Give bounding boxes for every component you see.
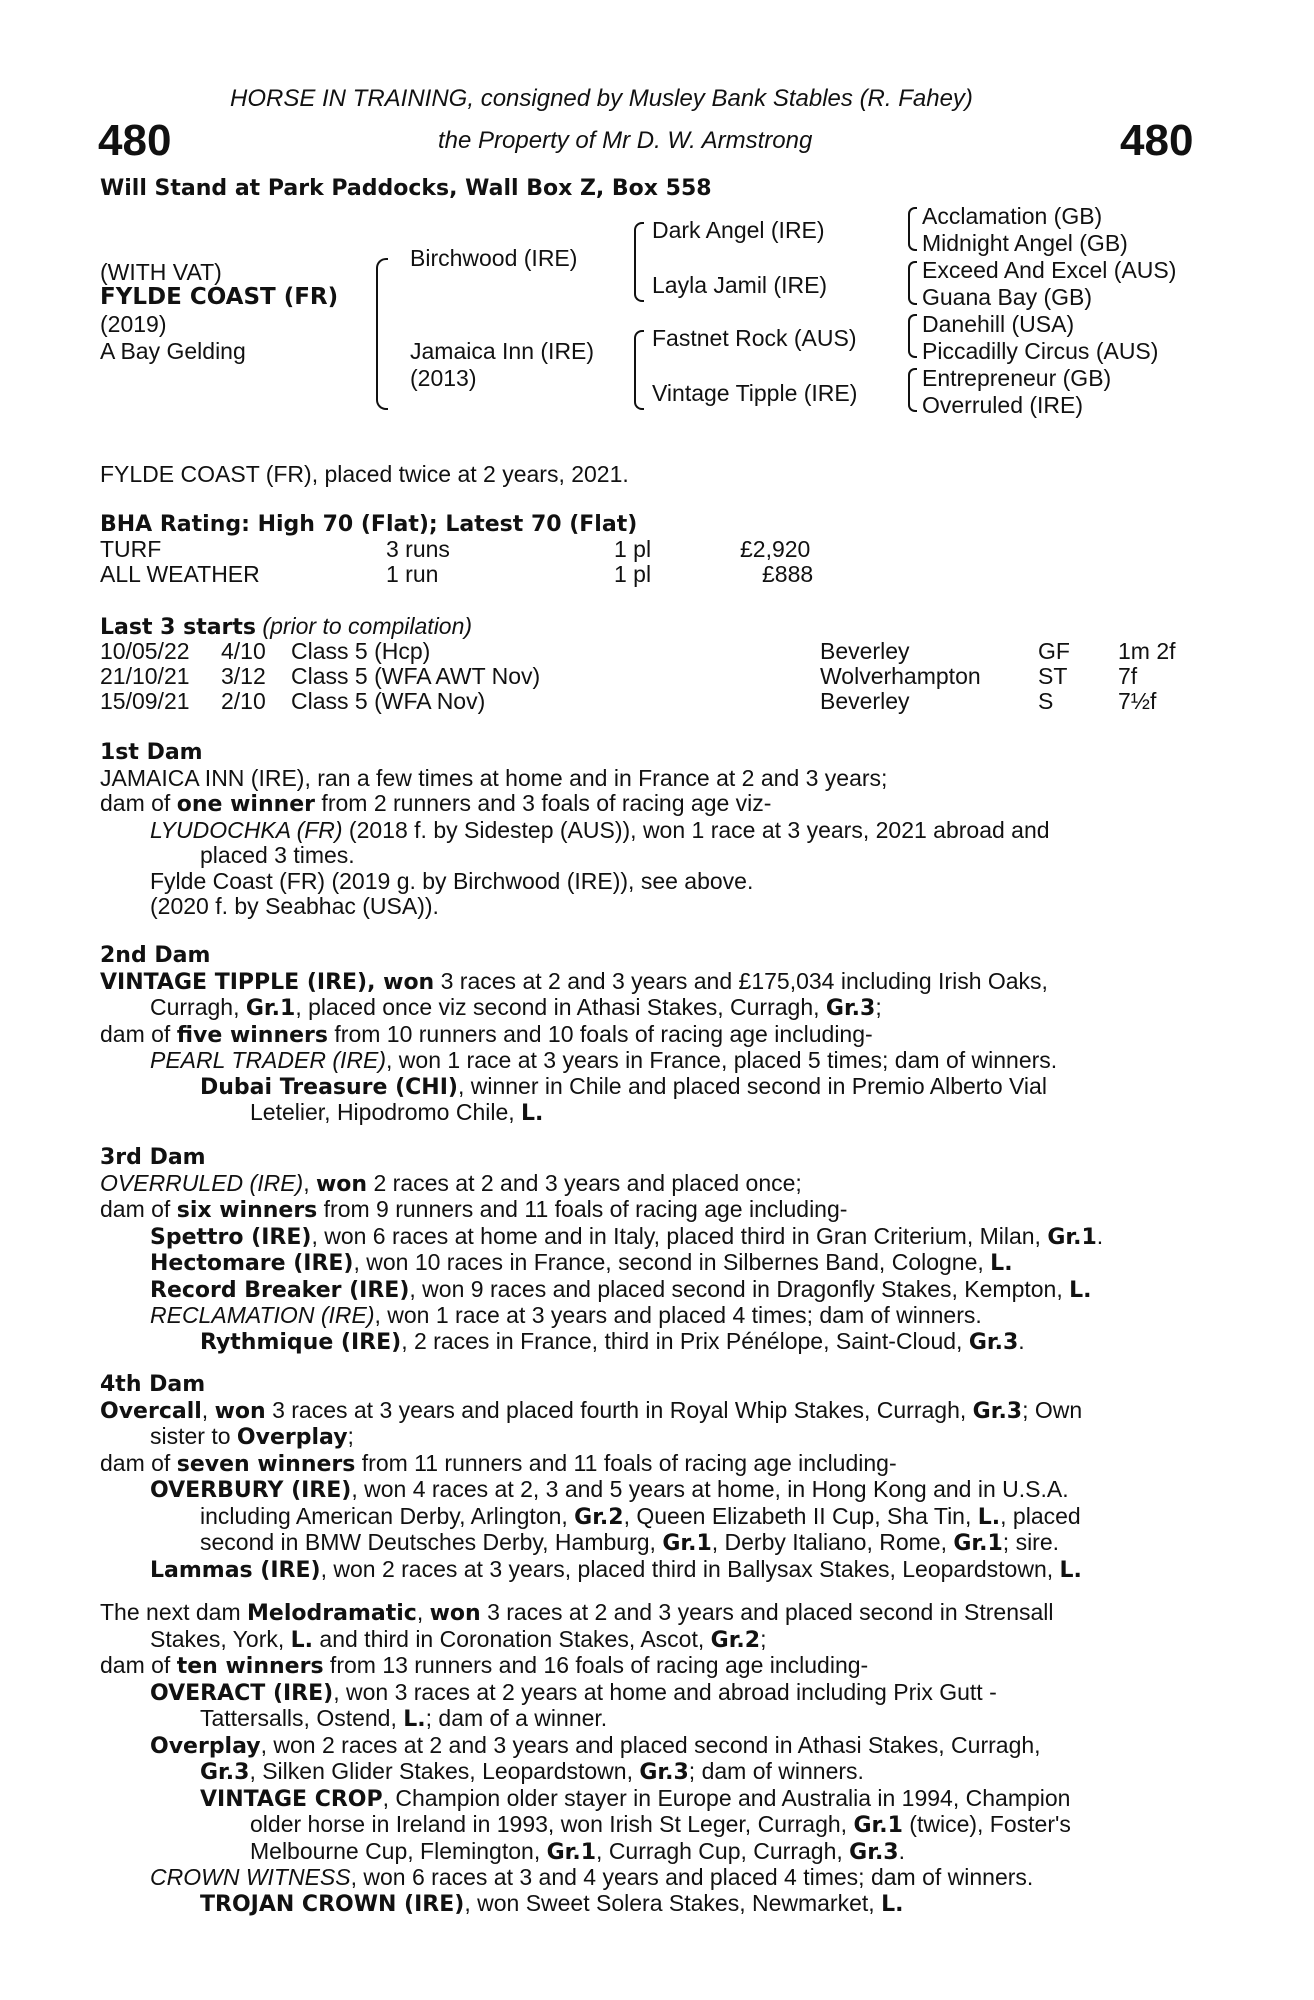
- start-date: 15/09/21: [100, 688, 190, 714]
- stand-location: Will Stand at Park Paddocks, Wall Box Z, Box 558: [100, 176, 712, 201]
- dam-year: (2013): [410, 365, 477, 391]
- text: 3 races at 2 and 3 years and £175,034 including Irish Oaks,: [434, 967, 1048, 994]
- text: ;: [347, 1423, 354, 1449]
- start-race: Class 5 (Hcp): [291, 638, 431, 664]
- third-dam-line: [100, 1171, 1202, 1198]
- last-starts-title: Last 3 starts: [100, 615, 257, 640]
- second-dam-line: [100, 969, 1202, 996]
- text: Tattersalls, Ostend,: [200, 1705, 404, 1731]
- first-dam-section: [100, 740, 1202, 920]
- horse-name: FYLDE COAST (FR): [100, 284, 339, 310]
- text: ; Own: [1022, 1396, 1083, 1423]
- progeny-name: LYUDOCHKA (FR): [150, 816, 343, 843]
- horse-summary: FYLDE COAST (FR), placed twice at 2 years, 2021.: [100, 461, 629, 487]
- grade: L.: [403, 1707, 426, 1732]
- text: , Silken Glider Stakes, Leopardstown,: [249, 1758, 640, 1784]
- progeny-line: [100, 1303, 1202, 1329]
- winners-count: five winners: [176, 1022, 329, 1048]
- start-course: Wolverhampton: [820, 663, 981, 689]
- text: dam of: [100, 1652, 177, 1678]
- text: from 10 runners and 10 foals of racing age including-: [328, 1020, 873, 1047]
- second-dam-title: 2nd Dam: [100, 943, 211, 968]
- text: , won 2 races at 2 and 3 years and placed second in Athasi Stakes, Curragh,: [260, 1731, 1041, 1758]
- lot-number-left: 480: [98, 116, 172, 165]
- placed: 1 pl: [614, 536, 652, 562]
- start-pos: 3/12: [221, 663, 266, 689]
- grade: Gr.3: [639, 1760, 689, 1785]
- bha-rating-title: BHA Rating: High 70 (Flat); Latest 70 (Flat): [100, 512, 638, 537]
- progeny-line: Fylde Coast (FR) (2019 g. by Birchwood (IRE)), see above.: [150, 867, 754, 894]
- winners-count: one winner: [176, 792, 316, 817]
- last-starts-note: (prior to compilation): [262, 613, 473, 639]
- g-brace-3: [908, 314, 917, 358]
- surface: TURF: [100, 536, 162, 562]
- text: ,: [303, 1169, 316, 1196]
- start-distance: 7f: [1118, 663, 1138, 689]
- text: won: [429, 1601, 481, 1626]
- winners-count: six winners: [176, 1198, 318, 1223]
- dam-name: VINTAGE TIPPLE (IRE), won: [100, 969, 435, 995]
- progeny-line: [100, 1706, 1202, 1733]
- progeny-line: [100, 1048, 1202, 1074]
- text: ; dam of winners.: [688, 1758, 864, 1784]
- start-pos: 4/10: [221, 638, 266, 664]
- progeny-line: [100, 1504, 1202, 1531]
- placed: 1 pl: [614, 561, 652, 587]
- text: won: [214, 1398, 266, 1424]
- text: (twice), Foster's: [902, 1811, 1071, 1837]
- text: .: [898, 1837, 905, 1864]
- grade: L.: [881, 1891, 904, 1917]
- grade: L.: [290, 1627, 314, 1653]
- horse-year: (2019): [100, 311, 167, 337]
- text: dam of: [100, 790, 177, 816]
- grade: Gr.3: [968, 1329, 1019, 1355]
- text: second in BMW Deutsches Derby, Hamburg,: [200, 1529, 663, 1555]
- progeny-line: [100, 1786, 1202, 1813]
- progeny-name: CROWN WITNESS: [150, 1864, 351, 1890]
- start-distance: 1m 2f: [1118, 638, 1176, 664]
- ancestor-3: Exceed And Excel (AUS): [922, 257, 1177, 283]
- text: , won 10 races in France, second in Silbernes Band, Cologne,: [353, 1249, 991, 1275]
- fourth-dam-line: [100, 1398, 1202, 1425]
- dam-sire: Fastnet Rock (AUS): [652, 325, 857, 351]
- dam-name: OVERRULED (IRE): [100, 1169, 304, 1196]
- sibling-name: Overplay: [236, 1425, 348, 1450]
- text: ; sire.: [1002, 1529, 1060, 1555]
- second-dam-line: [100, 1022, 1202, 1049]
- progeny-name: PEARL TRADER (IRE): [150, 1047, 387, 1073]
- text: Curragh,: [150, 994, 246, 1020]
- progeny-line: (2020 f. by Seabhac (USA)).: [150, 893, 439, 919]
- progeny-line: [100, 818, 1202, 844]
- text: , placed: [1000, 1502, 1081, 1529]
- text: ,: [416, 1599, 430, 1625]
- ancestor-1: Acclamation (GB): [922, 203, 1103, 229]
- start-date: 21/10/21: [100, 663, 190, 689]
- dam-name: Melodramatic: [247, 1601, 417, 1626]
- text: sister to: [150, 1423, 237, 1449]
- grade: L.: [990, 1251, 1013, 1276]
- progeny-line: [100, 1865, 1202, 1891]
- text: dam of: [100, 1020, 177, 1047]
- text: dam of: [100, 1449, 177, 1476]
- start-race: Class 5 (WFA Nov): [291, 688, 486, 714]
- progeny-name: VINTAGE CROP: [200, 1786, 383, 1812]
- vat-note: (WITH VAT): [100, 259, 222, 285]
- grade: Gr.3: [849, 1839, 899, 1865]
- progeny-name: OVERACT (IRE): [150, 1680, 334, 1706]
- winners-count: seven winners: [176, 1451, 356, 1477]
- grade: L.: [1069, 1277, 1092, 1303]
- fourth-dam-section: [100, 1372, 1202, 1583]
- runs: 3 runs: [386, 536, 450, 562]
- text: , won Sweet Solera Stakes, Newmarket,: [464, 1889, 882, 1916]
- progeny-name: RECLAMATION (IRE): [150, 1302, 375, 1328]
- progeny-name: Rythmique (IRE): [200, 1329, 402, 1355]
- progeny-line: [100, 1100, 1202, 1127]
- ancestor-4: Guana Bay (GB): [922, 284, 1093, 310]
- start-going: S: [1038, 688, 1054, 714]
- text: 2 races at 2 and 3 years and placed once;: [367, 1169, 802, 1196]
- text: including American Derby, Arlington,: [200, 1502, 575, 1529]
- start-distance: 7½f: [1118, 688, 1157, 714]
- progeny-name: Hectomare (IRE): [150, 1251, 354, 1276]
- sire-brace: [634, 222, 644, 302]
- progeny-line: [100, 1759, 1202, 1786]
- g-brace-2: [908, 261, 917, 305]
- fourth-dam-line: [100, 1451, 1202, 1478]
- text: , won 9 races and placed second in Dragonfly Stakes, Kempton,: [409, 1275, 1070, 1302]
- text: , placed once viz second in Athasi Stakes, Curragh,: [295, 994, 826, 1020]
- dam: Jamaica Inn (IRE): [410, 338, 595, 364]
- g-brace-1: [908, 207, 917, 251]
- start-pos: 2/10: [221, 688, 266, 714]
- text: 3 races at 3 years and placed fourth in Royal Whip Stakes, Curragh,: [265, 1396, 973, 1423]
- grade: Gr.3: [825, 996, 876, 1021]
- dam-dam: Vintage Tipple (IRE): [652, 380, 858, 406]
- progeny-line: [100, 1680, 1202, 1707]
- prize: £2,920: [740, 536, 811, 562]
- next-dam-line: [100, 1653, 1202, 1680]
- sire: Birchwood (IRE): [410, 245, 578, 271]
- dam-brace: [634, 330, 644, 410]
- text: from 11 runners and 11 foals of racing age including-: [355, 1449, 897, 1476]
- grade: Gr.1: [245, 996, 296, 1021]
- grade: Gr.1: [662, 1531, 712, 1556]
- text: .: [1018, 1327, 1025, 1354]
- progeny-name: Record Breaker (IRE): [150, 1277, 410, 1303]
- text: ;: [760, 1625, 767, 1652]
- progeny-line: [100, 1557, 1202, 1584]
- grade: L.: [1059, 1557, 1082, 1583]
- g-brace-4: [908, 368, 917, 412]
- surface: ALL WEATHER: [100, 561, 260, 587]
- progeny-name: Overplay: [150, 1733, 261, 1759]
- next-dam-line: [100, 1627, 1202, 1654]
- grade: Gr.1: [546, 1839, 597, 1865]
- ancestor-6: Piccadilly Circus (AUS): [922, 338, 1159, 364]
- progeny-line: [100, 1530, 1202, 1557]
- grade: Gr.3: [200, 1760, 250, 1785]
- text: The next dam: [100, 1599, 248, 1625]
- start-course: Beverley: [820, 638, 910, 664]
- text: 3 races at 2 and 3 years and placed second in Strensall: [480, 1599, 1054, 1625]
- pedigree-brace: [376, 258, 388, 410]
- text: , won 2 races at 3 years, placed third in Ballysax Stakes, Leopardstown,: [320, 1555, 1060, 1582]
- text: , Derby Italiano, Rome,: [711, 1529, 954, 1555]
- progeny-name: Lammas (IRE): [150, 1557, 321, 1583]
- fourth-dam-line: [100, 1424, 1202, 1451]
- text: , 2 races in France, third in Prix Pénélope, Saint-Cloud,: [401, 1327, 969, 1354]
- progeny-name: Spettro (IRE): [150, 1224, 312, 1250]
- consignor-line: HORSE IN TRAINING, consigned by Musley Bank Stables (R. Fahey): [230, 85, 973, 112]
- lot-number-right: 480: [1120, 116, 1194, 165]
- third-dam-line: [100, 1197, 1202, 1224]
- progeny-line: [100, 1891, 1202, 1918]
- progeny-line: [100, 1250, 1202, 1277]
- progeny-line: [100, 1812, 1202, 1839]
- grade: Gr.1: [853, 1813, 903, 1838]
- progeny-line: [100, 1277, 1202, 1304]
- text: ;: [875, 994, 882, 1020]
- ancestor-5: Danehill (USA): [922, 311, 1075, 337]
- runs: 1 run: [386, 561, 439, 587]
- text: older horse in Ireland in 1993, won Irish St Leger, Curragh,: [250, 1811, 854, 1837]
- first-dam-line: JAMAICA INN (IRE), ran a few times at home and in France at 2 and 3 years;: [100, 764, 888, 791]
- text: from 13 runners and 16 foals of racing age including-: [323, 1652, 869, 1678]
- text: , won 4 races at 2, 3 and 5 years at home, in Hong Kong and in U.S.A.: [351, 1476, 1069, 1502]
- next-dam-line: [100, 1600, 1202, 1627]
- property-line: the Property of Mr D. W. Armstrong: [438, 127, 813, 154]
- text: , winner in Chile and placed second in Premio Alberto Vial: [457, 1072, 1047, 1099]
- text: Letelier, Hipodromo Chile,: [250, 1099, 522, 1125]
- progeny-name: TROJAN CROWN (IRE): [200, 1891, 465, 1917]
- first-dam-title: 1st Dam: [100, 740, 203, 765]
- second-dam-section: [100, 943, 1202, 1127]
- text: Melbourne Cup, Flemington,: [250, 1837, 547, 1864]
- text: and third in Coronation Stakes, Ascot,: [313, 1625, 711, 1652]
- prize: £888: [762, 561, 814, 587]
- text: Stakes, York,: [150, 1625, 291, 1652]
- horse-description: A Bay Gelding: [100, 338, 246, 364]
- grade: L.: [521, 1101, 544, 1126]
- progeny-line: [100, 1477, 1202, 1504]
- text: ,: [201, 1396, 215, 1423]
- grade: Gr.1: [953, 1531, 1003, 1556]
- text: ; dam of a winner.: [425, 1705, 608, 1731]
- fourth-dam-title: 4th Dam: [100, 1372, 206, 1397]
- progeny-name: OVERBURY (IRE): [150, 1478, 352, 1503]
- progeny-line: placed 3 times.: [200, 842, 355, 868]
- grade: L.: [977, 1504, 1001, 1530]
- text: from 9 runners and 11 foals of racing age including-: [317, 1196, 848, 1222]
- next-dam-section: [100, 1600, 1202, 1917]
- progeny-line: [100, 1839, 1202, 1866]
- text: (2018 f. by Sidestep (AUS)), won 1 race at 3 years, 2021 abroad and: [342, 816, 1050, 843]
- text: won: [315, 1171, 368, 1197]
- grade: Gr.2: [710, 1627, 761, 1653]
- last-starts-heading: [100, 614, 472, 641]
- text: , won 1 race at 3 years in France, placed 5 times; dam of winners.: [386, 1047, 1058, 1073]
- start-going: GF: [1038, 638, 1070, 664]
- progeny-line: [100, 1224, 1202, 1251]
- text: , won 6 races at home and in Italy, placed third in Gran Criterium, Milan,: [311, 1222, 1048, 1249]
- ancestor-2: Midnight Angel (GB): [922, 230, 1128, 256]
- grade: Gr.3: [972, 1398, 1023, 1424]
- text: .: [1096, 1222, 1104, 1249]
- first-dam-line: [100, 791, 1202, 818]
- start-race: Class 5 (WFA AWT Nov): [291, 663, 541, 689]
- second-dam-line: [100, 995, 1202, 1022]
- start-course: Beverley: [820, 688, 910, 714]
- winners-count: ten winners: [176, 1654, 324, 1679]
- ancestor-7: Entrepreneur (GB): [922, 365, 1112, 391]
- text: , won 6 races at 3 and 4 years and placed 4 times; dam of winners.: [350, 1864, 1034, 1890]
- progeny-name: Dubai Treasure (CHI): [200, 1074, 458, 1100]
- dam-name: Overcall: [100, 1398, 202, 1424]
- progeny-line: [100, 1074, 1202, 1101]
- text: , won 1 race at 3 years and placed 4 times; dam of winners.: [374, 1302, 982, 1328]
- text: , Queen Elizabeth II Cup, Sha Tin,: [623, 1502, 978, 1529]
- text: dam of: [100, 1196, 177, 1222]
- progeny-line: [100, 1329, 1202, 1356]
- text: , won 3 races at 2 years at home and abroad including Prix Gutt -: [333, 1678, 997, 1705]
- start-date: 10/05/22: [100, 638, 190, 664]
- sire-sire: Dark Angel (IRE): [652, 217, 825, 243]
- text: , Champion older stayer in Europe and Australia in 1994, Champion: [382, 1784, 1071, 1811]
- ancestor-8: Overruled (IRE): [922, 392, 1084, 418]
- third-dam-title: 3rd Dam: [100, 1145, 206, 1170]
- grade: Gr.1: [1047, 1224, 1097, 1250]
- start-going: ST: [1038, 663, 1068, 689]
- progeny-line: [100, 1733, 1202, 1760]
- sire-dam: Layla Jamil (IRE): [652, 272, 828, 298]
- grade: Gr.2: [574, 1504, 624, 1530]
- third-dam-section: [100, 1145, 1202, 1355]
- text: from 2 runners and 3 foals of racing age viz-: [315, 790, 772, 816]
- text: , Curragh Cup, Curragh,: [596, 1837, 850, 1864]
